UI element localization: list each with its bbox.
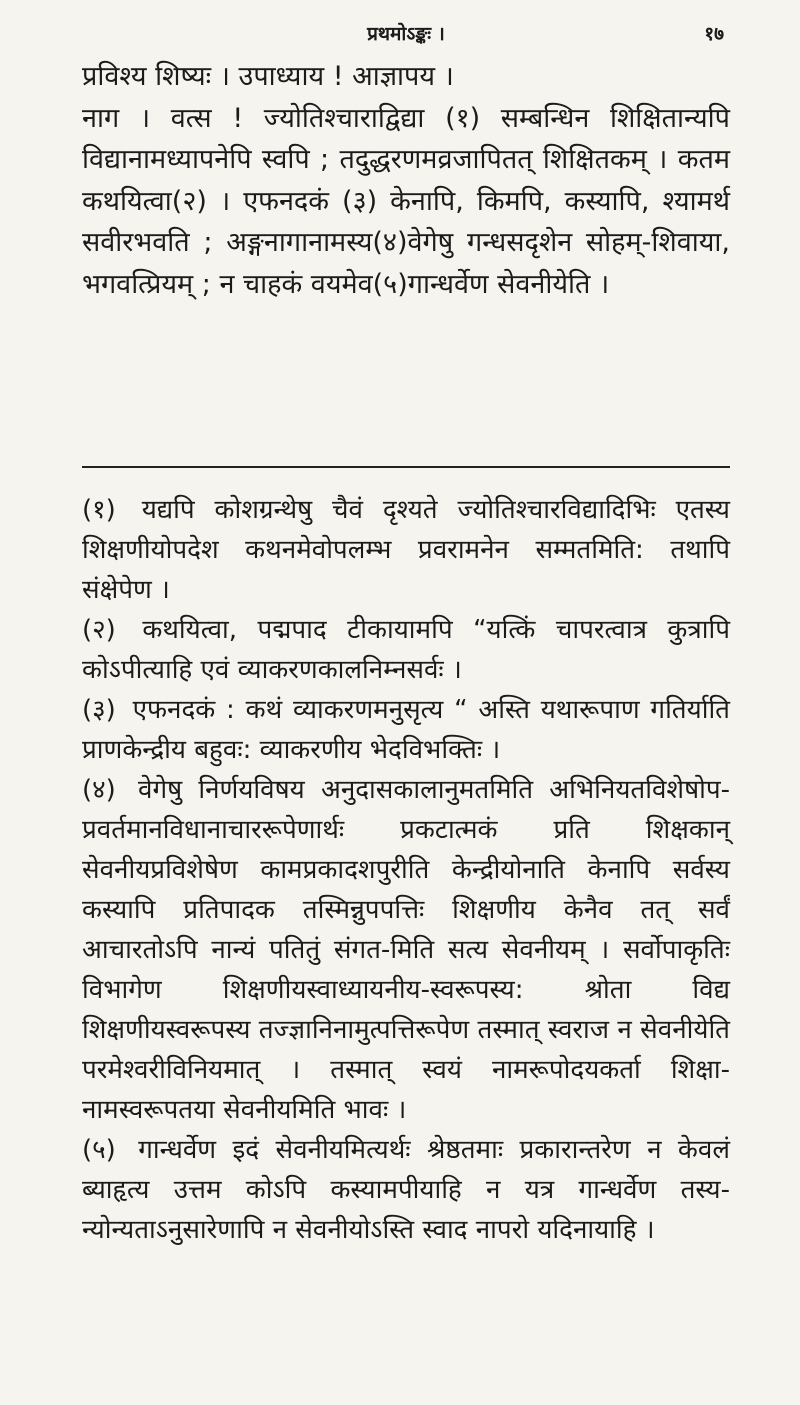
main-paragraph: प्रविश्य शिष्यः । उपाध्याय ! आज्ञापय । [82, 61, 454, 92]
running-header [82, 8, 730, 56]
footnote-number: (३) [82, 695, 116, 725]
footnote [82, 1130, 730, 1250]
footnote-number: (१) [82, 495, 116, 525]
footnote-number: (२) [82, 615, 116, 645]
footnote [82, 770, 730, 1130]
header-title: प्रथमोऽङ्कः । [367, 23, 445, 45]
footnote-text: गान्धर्वेण इदं सेवनीयमित्यर्थः श्रेष्ठतमाः प्रकारान्तरेण न केवलं ब्याहृत्य उत्तम कोऽपि कस्यामपीयाहि न यत्र गान्धर्वेण तस्य-न्योन्यताऽनुसारेणापि न सेवनीयोऽस्ति स्वाद नापरो यदिनायाहि । [82, 1135, 730, 1245]
footnote-number: (५) [82, 1135, 116, 1165]
page-number: १७ [704, 23, 724, 45]
footnote-text: कथयित्वा, पद्मपाद टीकायामपि “यत्किं चापरत्वात्र कुत्रापि कोऽपीत्याहि एवं व्याकरणकालनिम्नसर्वः । [82, 615, 730, 685]
footnote [82, 690, 730, 770]
footnote-text: एफनदकं : कथं व्याकरणमनुसृत्य “ अस्ति यथारूपाण गतिर्याति प्राणकेन्द्रीय बहुवः: व्याकरणीय भेदविभक्तिः । [82, 695, 730, 765]
footnote [82, 490, 730, 610]
footnote [82, 610, 730, 690]
main-text [82, 56, 730, 456]
main-paragraph: नाग । वत्स ! ज्योतिश्चाराद्विद्या (१) सम्बन्धिन शिक्षितान्यपि विद्यानामध्यापनेपि स्वपि ; तदुद्धरणमव्रजापितत् शिक्षितकम् । कतम कथयित्वा(२) । एफनदकं (३) केनापि, किमपि, कस्यापि, श्यामर्थ सवीरभवति ; अङ्गनागानामस्य(४)वेगेषु गन्धसदृशेन सोहम्-शिवाया, भगवत्प्रियम् ; न चाहकं वयमेव(५)गान्धर्वेण सेवनीयेति । [82, 102, 730, 300]
footnote-number: (४) [82, 775, 116, 805]
footnote-divider [82, 466, 730, 468]
footnotes [82, 490, 730, 1250]
footnote-text: वेगेषु निर्णयविषय अनुदासकालानुमतमिति अभिनियतविशेषोप-प्रवर्तमानविधानाचाररूपेणार्थः प्रकटात्मकं प्रति शिक्षकान् सेवनीयप्रविशेषेण कामप्रकादशपुरीति केन्द्रीयोनाति केनापि सर्वस्य कस्यापि प्रतिपादक तस्मिन्नुपपत्तिः शिक्षणीय केनैव तत् सर्वं आचारतोऽपि नान्यं पतितुं संगत-मिति सत्य सेवनीयम् । सर्वोपाकृतिः विभागेण शिक्षणीयस्वाध्यायनीय-स्वरूपस्य: श्रोता विद्य शिक्षणीयस्वरूपस्य तज्ज्ञानिनामुत्पत्तिरूपेण तस्मात् स्वराज न सेवनीयेति परमेश्वरीविनियमात् । तस्मात् स्वयं नामरूपोदयकर्ता शिक्षा-नामस्वरूपतया सेवनीयमिति भावः । [82, 775, 731, 1125]
footnote-text: यद्यपि कोशग्रन्थेषु चैवं दृश्यते ज्योतिश्चारविद्यादिभिः एतस्य शिक्षणीयोपदेश कथनमेवोपलम्भ प्रवरामनेन सम्मतमिति: तथापि संक्षेपेण । [82, 495, 731, 605]
